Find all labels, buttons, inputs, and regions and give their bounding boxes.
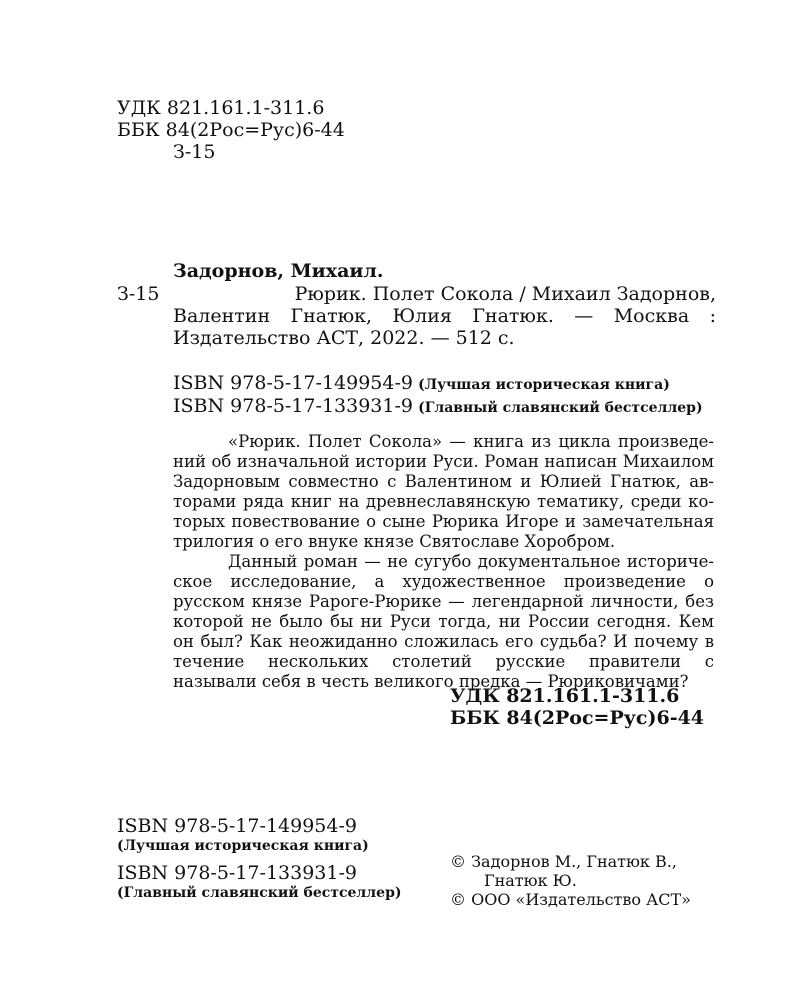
bottom-udk: УДК 821.161.1-311.6: [450, 685, 680, 707]
annotation-line: которой не было бы ни Руси тогда, ни России сегодня. Кем: [173, 612, 714, 631]
copyright-line-2: Гнатюк Ю.: [484, 871, 577, 890]
entry-line-2: Валентин Гнатюк, Юлия Гнатюк. — Москва :: [173, 305, 716, 327]
annotation-line: торых повествование о сыне Рюрика Игоре и замечательная: [173, 512, 714, 531]
annotation-line: ний об изначальной истории Руси. Роман написан Михаилом: [173, 452, 714, 471]
entry-line-3: Издательство АСТ, 2022. — 512 с.: [173, 327, 515, 349]
annotation-line: течение нескольких столетий русские правители с: [173, 652, 714, 671]
top-author-mark: З-15: [173, 141, 216, 163]
isbn-series: (Лучшая историческая книга): [418, 377, 670, 393]
entry-author-mark: З-15: [117, 283, 160, 305]
annotation-line: ское исследование, а художественное произведение о: [173, 572, 714, 591]
isbn-row-1: [173, 372, 670, 394]
entry-heading: Задорнов, Михаил.: [173, 260, 384, 282]
annotation-line: русском князе Рароге-Рюрике — легендарной личности, без: [173, 592, 714, 611]
annotation-line: трилогия о его внуке князе Святославе Хоробром.: [173, 532, 616, 551]
bottom-bbk: ББК 84(2Рос=Рус)6-44: [450, 707, 705, 729]
footer-isbn-2-series: (Главный славянский бестселлер): [117, 885, 402, 901]
isbn-number: ISBN 978-5-17-149954-9: [173, 372, 413, 394]
top-udk: УДК 821.161.1-311.6: [117, 97, 325, 119]
isbn-row-2: [173, 395, 703, 417]
annotation: [173, 432, 714, 692]
copyright-line-3: © ООО «Издательство АСТ»: [450, 890, 691, 909]
footer-isbn-2: ISBN 978-5-17-133931-9: [117, 862, 357, 884]
annotation-line: называли себя в честь великого предка — Рюриковичами?: [173, 672, 689, 691]
annotation-line: «Рюрик. Полет Сокола» — книга из цикла произведе-: [228, 432, 714, 451]
annotation-line: он был? Как неожиданно сложилась его судьба? И почему в: [173, 632, 714, 651]
annotation-line: Данный роман — не сугубо документальное историче-: [228, 552, 714, 571]
isbn-number: ISBN 978-5-17-133931-9: [173, 395, 413, 417]
copyright-line-1: © Задорнов М., Гнатюк В.,: [450, 852, 677, 871]
footer-isbn-1-series: (Лучшая историческая книга): [117, 838, 369, 854]
isbn-series: (Главный славянский бестселлер): [418, 400, 703, 416]
top-bbk: ББК 84(2Рос=Рус)6-44: [117, 119, 345, 141]
entry-line-1: Рюрик. Полет Сокола / Михаил Задорнов,: [294, 283, 716, 305]
annotation-line: Задорновым совместно с Валентином и Юлией Гнатюк, ав-: [173, 472, 714, 491]
annotation-line: торами ряда книг на древнеславянскую тематику, среди ко-: [173, 492, 714, 511]
footer-isbn-1: ISBN 978-5-17-149954-9: [117, 815, 357, 837]
